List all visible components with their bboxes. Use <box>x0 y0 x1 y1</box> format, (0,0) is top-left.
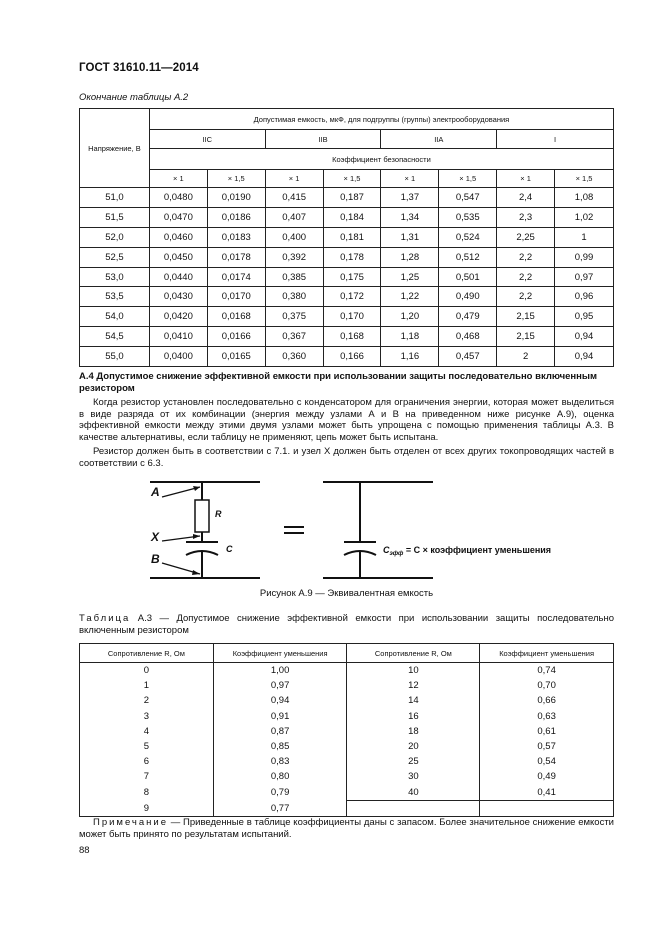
capacitance-cell: 0,0165 <box>207 347 265 367</box>
resistance-cell: 25 <box>347 754 480 769</box>
capacitance-cell: 0,0170 <box>207 287 265 307</box>
safety-factor-cell: × 1,5 <box>439 170 497 188</box>
resistance-cell: 3 <box>80 709 214 724</box>
capacitance-cell: 0,0190 <box>207 188 265 208</box>
capacitance-cell: 0,187 <box>323 188 381 208</box>
voltage-cell: 52,0 <box>80 227 150 247</box>
factor-cell: 0,80 <box>213 769 347 784</box>
capacitance-cell: 2,3 <box>497 207 555 227</box>
factor-cell: 0,41 <box>480 785 614 801</box>
capacitance-cell: 0,367 <box>265 327 323 347</box>
capacitance-cell: 0,457 <box>439 347 497 367</box>
capacitance-cell: 0,166 <box>323 347 381 367</box>
capacitance-cell: 1,37 <box>381 188 439 208</box>
capacitance-cell: 0,97 <box>555 267 614 287</box>
resistance-cell: 4 <box>80 724 214 739</box>
resistance-cell: 2 <box>80 693 214 708</box>
capacitance-cell: 0,0450 <box>149 247 207 267</box>
capacitance-cell: 0,172 <box>323 287 381 307</box>
capacitance-cell: 0,415 <box>265 188 323 208</box>
capacitance-cell: 1,31 <box>381 227 439 247</box>
capacitance-cell: 0,0440 <box>149 267 207 287</box>
table-row <box>80 724 614 739</box>
capacitance-cell: 0,392 <box>265 247 323 267</box>
capacitance-cell: 0,0186 <box>207 207 265 227</box>
resistance-cell: 8 <box>80 785 214 801</box>
capacitance-cell: 1,02 <box>555 207 614 227</box>
capacitance-cell: 1 <box>555 227 614 247</box>
capacitance-cell: 0,184 <box>323 207 381 227</box>
document-code: ГОСТ 31610.11—2014 <box>79 62 199 74</box>
capacitance-cell: 2,2 <box>497 247 555 267</box>
factor-cell: 0,91 <box>213 709 347 724</box>
capacitance-cell: 0,468 <box>439 327 497 347</box>
resistance-header: Сопротивление R, Ом <box>347 644 480 663</box>
voltage-cell: 51,0 <box>80 188 150 208</box>
table-a3-caption: Таблица А.3 — Допустимое снижение эффективной емкости при использовании защиты последовательно включенным резистором <box>79 613 614 636</box>
page-number: 88 <box>79 845 90 856</box>
factor-cell: 0,97 <box>213 678 347 693</box>
table-row <box>80 754 614 769</box>
safety-factor-cell: × 1,5 <box>323 170 381 188</box>
factor-cell: 0,94 <box>213 693 347 708</box>
resistance-header: Сопротивление R, Ом <box>80 644 214 663</box>
figure-caption: Рисунок А.9 — Эквивалентная емкость <box>259 588 434 599</box>
node-b-label: B <box>151 552 160 566</box>
table-row <box>80 785 614 801</box>
table-row <box>80 709 614 724</box>
capacitance-cell: 0,407 <box>265 207 323 227</box>
capacitance-cell: 0,0174 <box>207 267 265 287</box>
voltage-cell: 54,0 <box>80 307 150 327</box>
capacitance-cell: 1,22 <box>381 287 439 307</box>
empty-cell <box>480 800 614 816</box>
capacitance-cell: 0,0400 <box>149 347 207 367</box>
capacitance-cell: 0,360 <box>265 347 323 367</box>
voltage-cell: 54,5 <box>80 327 150 347</box>
capacitance-cell: 0,535 <box>439 207 497 227</box>
effective-capacitance-formula: $C_{эфф} = C$ × коэффициент уменьшения <box>383 545 552 557</box>
table-row <box>80 267 614 287</box>
safety-factor-cell: × 1 <box>265 170 323 188</box>
safety-factor-header: Коэффициент безопасности <box>149 149 613 170</box>
factor-cell: 1,00 <box>213 663 347 679</box>
resistance-cell: 7 <box>80 769 214 784</box>
table-row <box>80 327 614 347</box>
capacitance-cell: 0,512 <box>439 247 497 267</box>
factor-header: Коэффициент уменьшения <box>480 644 614 663</box>
subgroup-header: IIA <box>381 130 497 149</box>
resistance-cell: 1 <box>80 678 214 693</box>
table-row <box>80 800 614 816</box>
capacitance-cell: 1,16 <box>381 347 439 367</box>
table-row <box>80 247 614 267</box>
table-row <box>80 347 614 367</box>
capacitance-cell: 0,170 <box>323 307 381 327</box>
capacitance-cell: 0,0470 <box>149 207 207 227</box>
factor-cell: 0,61 <box>480 724 614 739</box>
resistance-cell: 0 <box>80 663 214 679</box>
equivalent-capacitance-figure <box>140 475 560 585</box>
reduction-factor-table <box>79 643 614 817</box>
capacitance-cell: 0,0420 <box>149 307 207 327</box>
capacitance-cell: 0,0183 <box>207 227 265 247</box>
capacitance-cell: 0,490 <box>439 287 497 307</box>
capacitance-cell: 2,2 <box>497 267 555 287</box>
capacitance-cell: 0,99 <box>555 247 614 267</box>
voltage-cell: 52,5 <box>80 247 150 267</box>
voltage-cell: 53,0 <box>80 267 150 287</box>
capacitor-label: C <box>226 544 233 554</box>
factor-cell: 0,49 <box>480 769 614 784</box>
factor-cell: 0,63 <box>480 709 614 724</box>
capacitance-cell: 0,547 <box>439 188 497 208</box>
capacitance-cell: 0,95 <box>555 307 614 327</box>
capacitance-group-header: Допустимая емкость, мкФ, для подгруппы (группы) электрооборудования <box>149 109 613 130</box>
factor-cell: 0,83 <box>213 754 347 769</box>
resistance-cell: 30 <box>347 769 480 784</box>
resistance-cell: 5 <box>80 739 214 754</box>
safety-factor-cell: × 1 <box>149 170 207 188</box>
capacitance-cell: 1,20 <box>381 307 439 327</box>
table-row <box>80 287 614 307</box>
capacitance-cell: 2,15 <box>497 307 555 327</box>
factor-cell: 0,85 <box>213 739 347 754</box>
voltage-cell: 51,5 <box>80 207 150 227</box>
factor-cell: 0,87 <box>213 724 347 739</box>
voltage-header: Напряжение, В <box>80 109 150 188</box>
factor-cell: 0,54 <box>480 754 614 769</box>
capacitance-cell: 1,08 <box>555 188 614 208</box>
capacitance-cell: 0,524 <box>439 227 497 247</box>
safety-factor-cell: × 1,5 <box>207 170 265 188</box>
subgroup-header: IIC <box>149 130 265 149</box>
capacitance-cell: 0,96 <box>555 287 614 307</box>
resistor-label: R <box>215 509 222 519</box>
table-row <box>80 227 614 247</box>
capacitance-table <box>79 108 614 367</box>
capacitance-cell: 0,0410 <box>149 327 207 347</box>
factor-cell: 0,79 <box>213 785 347 801</box>
capacitance-cell: 2,15 <box>497 327 555 347</box>
resistance-cell: 12 <box>347 678 480 693</box>
table-row <box>80 307 614 327</box>
table-row <box>80 769 614 784</box>
factor-header: Коэффициент уменьшения <box>213 644 347 663</box>
table-row <box>80 693 614 708</box>
capacitance-cell: 1,25 <box>381 267 439 287</box>
capacitance-cell: 0,380 <box>265 287 323 307</box>
table-row <box>80 678 614 693</box>
capacitance-cell: 0,178 <box>323 247 381 267</box>
capacitance-cell: 0,0460 <box>149 227 207 247</box>
capacitance-cell: 0,168 <box>323 327 381 347</box>
table-note: Примечание — Приведенные в таблице коэффициенты даны с запасом. Более значительное снижение емкости может быть принято по результатам испытаний. <box>79 817 614 840</box>
capacitance-cell: 0,501 <box>439 267 497 287</box>
safety-factor-cell: × 1 <box>381 170 439 188</box>
capacitance-cell: 0,175 <box>323 267 381 287</box>
capacitance-cell: 0,94 <box>555 327 614 347</box>
capacitance-cell: 0,181 <box>323 227 381 247</box>
node-x-label: X <box>151 530 160 544</box>
table-row <box>80 188 614 208</box>
factor-cell: 0,66 <box>480 693 614 708</box>
table-row <box>80 739 614 754</box>
factor-cell: 0,57 <box>480 739 614 754</box>
resistance-cell: 18 <box>347 724 480 739</box>
capacitance-cell: 2,2 <box>497 287 555 307</box>
resistance-cell: 9 <box>80 800 214 816</box>
subgroup-header: IIB <box>265 130 381 149</box>
subgroup-header: I <box>497 130 614 149</box>
capacitance-cell: 0,375 <box>265 307 323 327</box>
capacitance-cell: 0,385 <box>265 267 323 287</box>
resistance-cell: 10 <box>347 663 480 679</box>
table-row <box>80 663 614 679</box>
capacitance-cell: 0,479 <box>439 307 497 327</box>
capacitance-cell: 0,0168 <box>207 307 265 327</box>
resistance-cell: 40 <box>347 785 480 801</box>
resistance-cell: 16 <box>347 709 480 724</box>
resistance-cell: 20 <box>347 739 480 754</box>
factor-cell: 0,74 <box>480 663 614 679</box>
safety-factor-cell: × 1,5 <box>555 170 614 188</box>
capacitance-cell: 2,4 <box>497 188 555 208</box>
resistance-cell: 6 <box>80 754 214 769</box>
factor-cell: 0,70 <box>480 678 614 693</box>
factor-cell: 0,77 <box>213 800 347 816</box>
capacitance-cell: 0,94 <box>555 347 614 367</box>
capacitance-cell: 0,0480 <box>149 188 207 208</box>
capacitance-cell: 0,0430 <box>149 287 207 307</box>
capacitance-cell: 0,0166 <box>207 327 265 347</box>
section-a4-title: А.4 Допустимое снижение эффективной емкости при использовании защиты последовательно включенным резистором <box>79 371 598 394</box>
capacitance-cell: 1,28 <box>381 247 439 267</box>
capacitance-cell: 0,400 <box>265 227 323 247</box>
empty-cell <box>347 800 480 816</box>
paragraph: Резистор должен быть в соответствии с 7.1. и узел X должен быть отделен от всех других токопроводящих частей в соответствии с 6.3. <box>79 446 614 469</box>
capacitance-cell: 0,0178 <box>207 247 265 267</box>
table-row <box>80 207 614 227</box>
paragraph: Когда резистор установлен последовательно с конденсатором для ограничения энергии, которая может выделиться в виде разряда от их комбинации (энергия между узлами А и В на приведенном ниже рисунке А.9), оценка эффективной емкости между этими двумя узлами может быть упрощена с помощью применения таблицы А.3. В качестве альтернативы, если таблицу не применяют, цепь может быть испытана. <box>79 397 614 443</box>
resistance-cell: 14 <box>347 693 480 708</box>
capacitance-cell: 2,25 <box>497 227 555 247</box>
voltage-cell: 55,0 <box>80 347 150 367</box>
capacitance-cell: 2 <box>497 347 555 367</box>
node-a-label: A <box>151 485 160 499</box>
voltage-cell: 53,5 <box>80 287 150 307</box>
table-continuation-caption: Окончание таблицы А.2 <box>79 92 189 103</box>
capacitance-cell: 1,18 <box>381 327 439 347</box>
safety-factor-cell: × 1 <box>497 170 555 188</box>
capacitance-cell: 1,34 <box>381 207 439 227</box>
